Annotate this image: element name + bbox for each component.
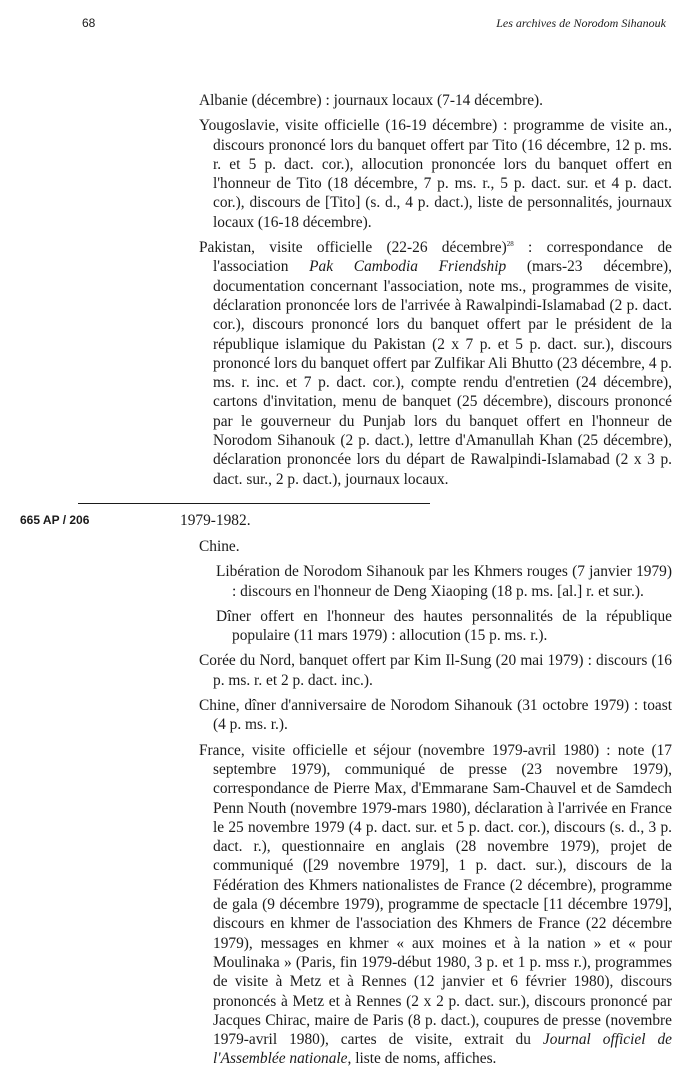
archive-reference: 665 AP / 206 [20,513,90,527]
chine-item: Libération de Norodom Sihanouk par les Khmers rouges (7 janvier 1979) : discours en l'honneur de Deng Xiaoping (18 p. ms. [al.] r. et sur.). [216,563,672,600]
pakistan-text-a: : correspondance de l'association [213,239,672,276]
france-text-a: France, visite officielle et séjour (novembre 1979-avril 1980) : note (17 septembre 1979), communiqué de presse (23 novembre 1979), correspondance de Pierre Max, d'Emmarane Sam-Chauvel et de Samdech Penn Nouth (novembre 1979-mars 1980), déclaration à l'arrivée en France le 25 novembre 1979 (4 p. dact. sur. et 5 p. dact. cor.), discours (s. d., 3 p. dact. r.), questionnaire en anglais (28 novembre 1979), projet de communiqué ([29 novembre 1979], 1 p. dact. sur.), discours de la Fédération des Khmers nationalistes de France (2 décembre), programme de gala (9 décembre 1979), programme de spectacle [11 décembre 1979], discours en khmer de l'association des Khmers de France (22 décembre 1979), messages en khmer « aux moines et à la nation » et « pour Moulinaka » (Paris, fin 1979-début 1980, 3 p. et 1 p. mss r.), programmes de visite à Metz et à Rennes (12 janvier et 6 février 1980), discours prononcés à Metz et à Rennes (2 x 2 p. dact. sur.), discours prononcé par Jacques Chirac, maire de Paris (8 p. dact.), coupures de presse (novembre 1979-avril 1980), cartes de visite, extrait du [199,741,672,1049]
section-1 [199,91,672,495]
entry-chine-anniversaire: Chine, dîner d'anniversaire de Norodom Sihanouk (31 octobre 1979) : toast (4 p. ms. r.). [199,697,672,734]
section-2 [199,537,672,1075]
pakistan-text-b: (mars-23 décembre), documentation concernant l'association, note ms., programmes de visite, déclaration prononcée lors de l'arrivée à Rawalpindi-Islamabad (2 p. dact. cor.), discours prononcé lors du banquet offert par le président de la république islamique du Pakistan (2 x 7 p. et 5 p. dact. sur.), discours prononcé lors du banquet offert par Zulfikar Ali Bhutto (23 décembre, 4 p. ms. r. inc. et 7 p. dact. cor.), compte rendu d'entretien (24 décembre), cartons d'invitation, menu de banquet (25 décembre), discours prononcé par le gouverneur du Punjab lors du banquet offert en l'honneur de Norodom Sihanouk (2 p. dact.), lettre d'Amanullah Khan (25 décembre), déclaration prononcée lors du départ de Rawalpindi-Islamabad (2 x 3 p. dact. sur., 2 p. dact.), journaux locaux. [213,258,672,488]
footnote-marker: 28 [506,239,514,248]
pakistan-italic-title: Pak Cambodia Friendship [309,258,507,276]
pakistan-lead: Pakistan, visite officielle (22-26 décembre) [199,239,507,257]
entry-coree-du-nord: Corée du Nord, banquet offert par Kim Il-Sung (20 mai 1979) : discours (16 p. ms. r. et 2 p. dact. inc.). [199,652,672,689]
entry-albanie: Albanie (décembre) : journaux locaux (7-14 décembre). [199,92,543,109]
running-title: Les archives de Norodom Sihanouk [496,16,666,30]
chine-item: Dîner offert en l'honneur des hautes personnalités de la république populaire (11 mars 1979) : allocution (15 p. ms. r.). [216,607,672,645]
entry-yougoslavie: Yougoslavie, visite officielle (16-19 décembre) : programme de visite an., discours prononcé lors du banquet offert par Tito (16 décembre, 12 p. ms. r. et 5 p. dact. cor.), allocution prononcée lors du banquet offert en l'honneur de Tito (18 décembre, 7 p. ms. r., 5 p. dact. sur. et 4 p. dact. cor.), discours de [Tito] (s. d., 4 p. dact.), liste de personnalités, journaux locaux (16-18 décembre). [199,117,672,231]
chine-subentries [216,562,672,645]
page-number: 68 [82,16,96,30]
chine-heading: Chine. [199,538,240,555]
date-range: 1979-1982. [180,512,251,529]
france-text-b: , liste de noms, affiches. [347,1050,497,1068]
section-divider [78,503,430,504]
entry-pakistan [199,238,672,489]
entry-france [199,741,672,1069]
france-italic-title: Journal officiel de l'Assemblée nationale [213,1031,672,1068]
